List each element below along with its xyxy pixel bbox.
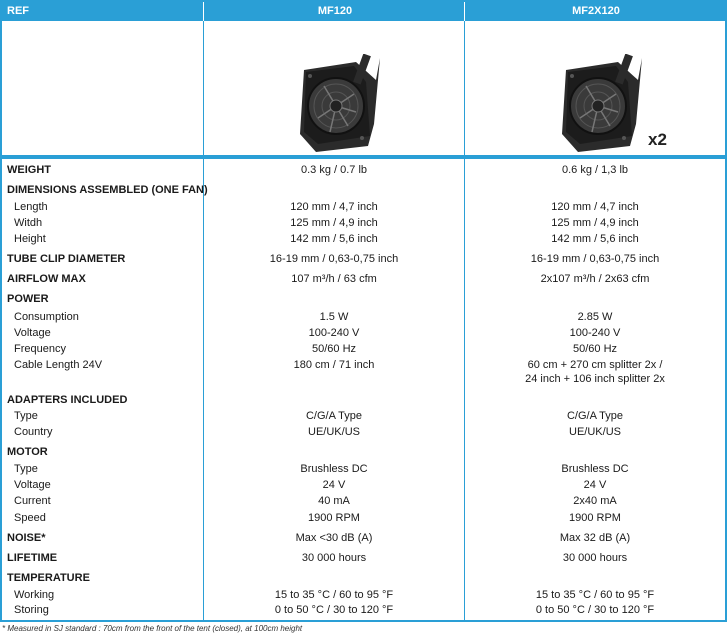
value-mf2x120: 30 000 hours: [562, 552, 628, 564]
table-header: [2, 2, 725, 21]
value-mf2x120: 15 to 35 °C / 60 to 95 °F: [535, 589, 655, 601]
footnote: * Measured in SJ standard : 70cm from the front of the tent (closed), at 100cm height: [2, 624, 303, 633]
row-label: POWER: [7, 293, 49, 305]
row-label: Length: [14, 201, 48, 213]
row-label: Storing: [14, 604, 49, 616]
value-mf2x120: 1900 RPM: [569, 512, 621, 524]
value-mf120: Max <30 dB (A): [295, 532, 373, 544]
row-label: Height: [14, 233, 46, 245]
value-mf120: 180 cm / 71 inch: [293, 359, 375, 371]
row-label: Voltage: [14, 479, 51, 491]
row-label: Current: [14, 495, 51, 507]
value-mf2x120: 50/60 Hz: [572, 343, 618, 355]
row-label: Frequency: [14, 343, 66, 355]
value-mf2x120: 24 inch + 106 inch splitter 2x: [525, 373, 665, 385]
value-mf120: 1.5 W: [319, 311, 349, 323]
value-mf2x120: 2x107 m³/h / 2x63 cfm: [540, 273, 650, 285]
fan-image-mf120: [296, 54, 382, 154]
value-mf120: UE/UK/US: [308, 426, 360, 438]
row-label: Consumption: [14, 311, 79, 323]
row-label: Country: [14, 426, 53, 438]
value-mf2x120: 2x40 mA: [573, 495, 617, 507]
row-label: LIFETIME: [7, 552, 58, 564]
value-mf120: 1900 RPM: [308, 512, 360, 524]
row-label: Witdh: [14, 217, 43, 229]
value-mf120: 107 m³/h / 63 cfm: [291, 273, 377, 285]
row-label: TUBE CLIP DIAMETER: [7, 253, 126, 265]
section-divider: [2, 155, 725, 159]
row-label: MOTOR: [7, 446, 48, 458]
value-mf2x120: 100-240 V: [569, 327, 621, 339]
value-mf2x120: 16-19 mm / 0,63-0,75 inch: [530, 253, 660, 265]
value-mf120: 16-19 mm / 0,63-0,75 inch: [269, 253, 399, 265]
value-mf2x120: 2.85 W: [577, 311, 613, 323]
value-mf120: 24 V: [322, 479, 346, 491]
value-mf120: Brushless DC: [300, 463, 368, 475]
header-model-mf120: MF120: [317, 5, 353, 17]
fan-image-mf2x120: [558, 54, 644, 154]
value-mf120: 100-240 V: [308, 327, 360, 339]
header-model-mf2x120: MF2X120: [572, 5, 620, 17]
value-mf2x120: 120 mm / 4,7 inch: [551, 201, 639, 213]
value-mf2x120: Brushless DC: [561, 463, 629, 475]
row-label: WEIGHT: [7, 164, 51, 176]
value-mf2x120: 0 to 50 °C / 30 to 120 °F: [535, 604, 655, 616]
value-mf120: C/G/A Type: [305, 410, 363, 422]
value-mf120: 0.3 kg / 0.7 lb: [300, 164, 368, 176]
value-mf120: 30 000 hours: [301, 552, 367, 564]
header-divider: [203, 2, 204, 21]
header-ref: REF: [7, 5, 29, 17]
row-label: Working: [14, 589, 55, 601]
quantity-multiplier: x2: [648, 130, 667, 149]
value-mf120: 15 to 35 °C / 60 to 95 °F: [274, 589, 394, 601]
value-mf120: 120 mm / 4,7 inch: [290, 201, 378, 213]
row-label: Voltage: [14, 327, 51, 339]
value-mf2x120: 24 V: [583, 479, 607, 491]
value-mf2x120: UE/UK/US: [569, 426, 621, 438]
row-label: Cable Length 24V: [14, 359, 103, 371]
row-label: NOISE*: [7, 532, 46, 544]
value-mf2x120: 125 mm / 4,9 inch: [551, 217, 639, 229]
row-label: Type: [14, 410, 38, 422]
row-label: Speed: [14, 512, 46, 524]
value-mf2x120: 0.6 kg / 1,3 lb: [561, 164, 629, 176]
value-mf120: 50/60 Hz: [311, 343, 357, 355]
row-label: TEMPERATURE: [7, 572, 90, 584]
row-label: DIMENSIONS ASSEMBLED (ONE FAN): [7, 184, 208, 196]
product-image-row: [2, 21, 725, 155]
value-mf120: 0 to 50 °C / 30 to 120 °F: [274, 604, 394, 616]
header-divider: [464, 2, 465, 21]
row-label: ADAPTERS INCLUDED: [7, 394, 128, 406]
value-mf2x120: C/G/A Type: [566, 410, 624, 422]
row-label: AIRFLOW MAX: [7, 273, 86, 285]
value-mf120: 142 mm / 5,6 inch: [290, 233, 378, 245]
value-mf120: 40 mA: [318, 495, 350, 507]
value-mf2x120: Max 32 dB (A): [559, 532, 631, 544]
row-label: Type: [14, 463, 38, 475]
value-mf2x120: 142 mm / 5,6 inch: [551, 233, 639, 245]
value-mf2x120: 60 cm + 270 cm splitter 2x /: [527, 359, 663, 371]
value-mf120: 125 mm / 4,9 inch: [290, 217, 378, 229]
